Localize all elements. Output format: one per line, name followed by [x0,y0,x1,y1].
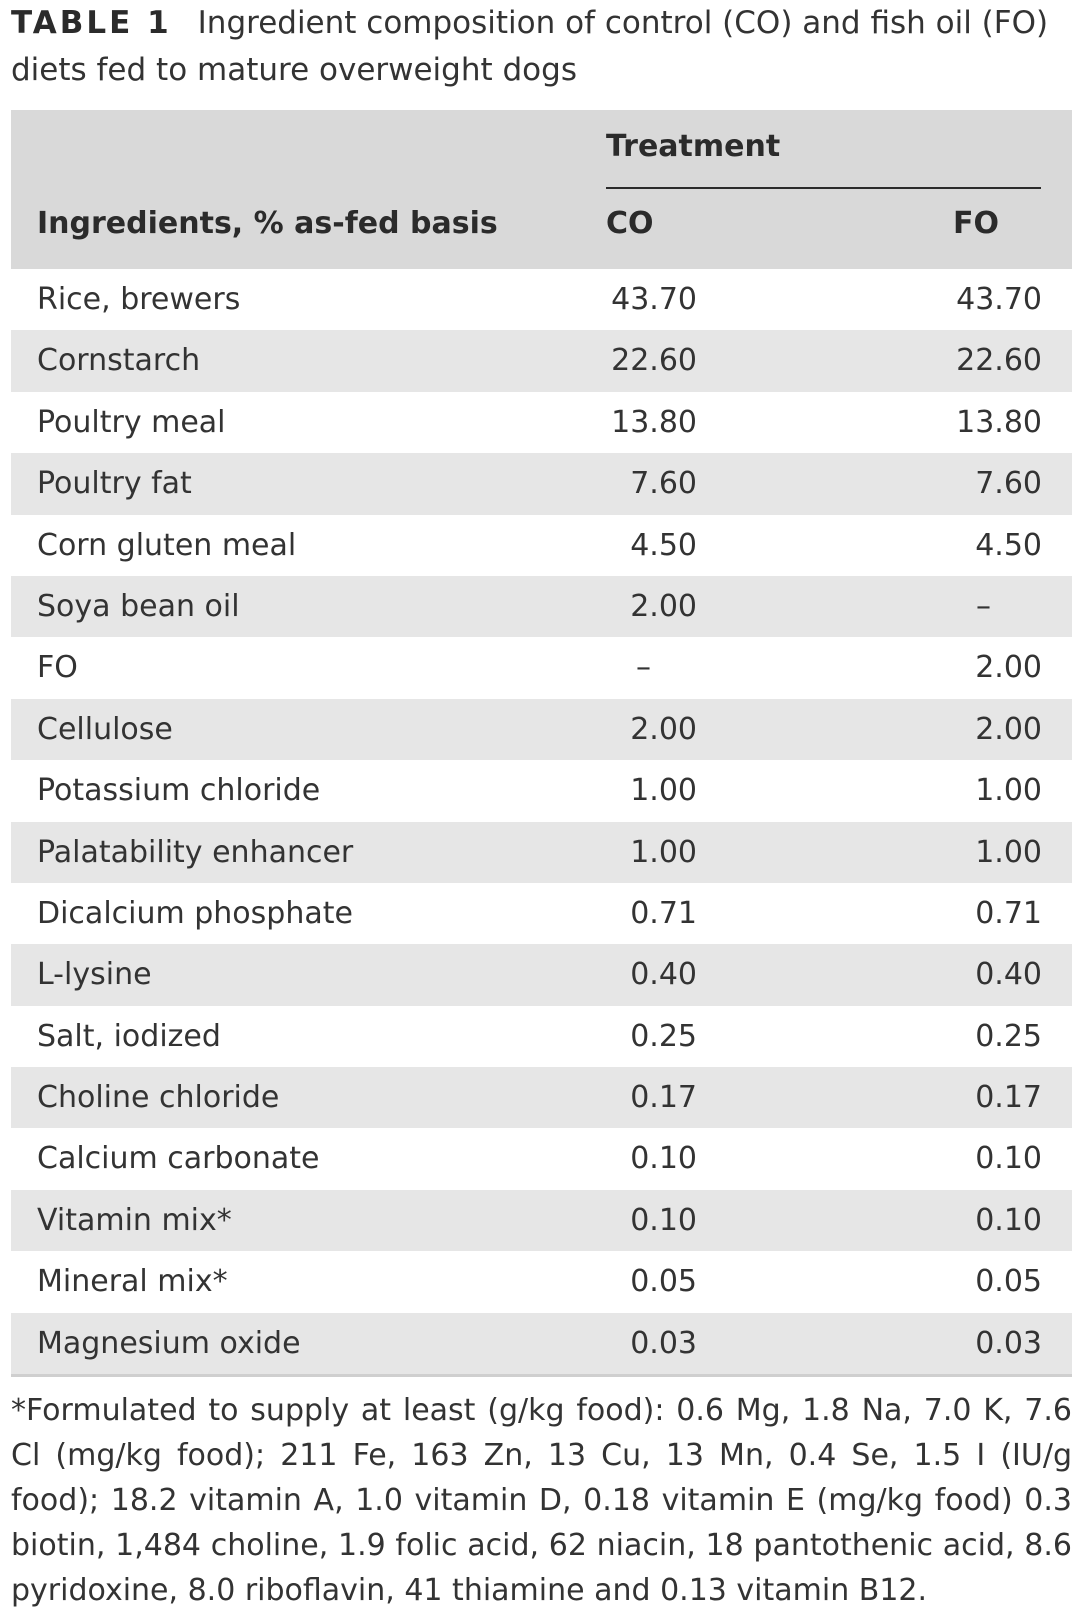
ingredient-name: L-lysine [37,957,152,993]
co-value: – [636,650,651,686]
ingredient-name: FO [37,650,78,686]
table-row [11,453,1072,514]
fo-value: 0.05 [975,1264,1042,1300]
table-row [11,1190,1072,1251]
co-value: 0.17 [630,1080,697,1116]
co-value: 2.00 [630,588,697,624]
table-row [11,392,1072,453]
table-row [11,760,1072,821]
co-value: 0.71 [630,895,697,931]
co-value: 4.50 [630,527,697,563]
table-row [11,944,1072,1005]
header-treatment-rule [606,187,1041,189]
ingredient-name: Poultry fat [37,466,192,502]
ingredient-name: Vitamin mix* [37,1202,232,1238]
fo-value: 0.10 [975,1141,1042,1177]
ingredient-name: Poultry meal [37,404,226,440]
header-treatment: Treatment [606,129,781,164]
ingredient-name: Choline chloride [37,1080,280,1116]
ingredient-name: Palatability enhancer [37,834,354,870]
co-value: 0.10 [630,1141,697,1177]
ingredient-name: Corn gluten meal [37,527,297,563]
table-row [11,515,1072,576]
fo-value: 0.17 [975,1080,1042,1116]
table-caption [11,0,1061,94]
co-value: 22.60 [611,343,697,379]
fo-value: 1.00 [975,834,1042,870]
ingredient-name: Dicalcium phosphate [37,895,353,931]
table-title: Ingredient composition of control (CO) and fish oil (FO) diets fed to mature overweight dogs [11,5,1049,88]
table-row [11,269,1072,330]
co-value: 0.25 [630,1018,697,1054]
table-body [11,269,1072,1374]
table-row [11,1067,1072,1128]
table-row [11,699,1072,760]
table-row [11,1006,1072,1067]
ingredient-name: Rice, brewers [37,282,241,317]
fo-value: 0.40 [975,957,1042,993]
fo-value: 2.00 [975,711,1042,747]
co-value: 7.60 [630,466,697,502]
fo-value: 7.60 [975,466,1042,502]
table-row [11,637,1072,698]
fo-value: 1.00 [975,773,1042,809]
fo-value: 0.71 [975,895,1042,931]
header-ingredients: Ingredients, % as-fed basis [37,206,498,241]
ingredient-name: Calcium carbonate [37,1141,320,1177]
table-row [11,1251,1072,1312]
header-co: CO [606,206,654,241]
table-row [11,822,1072,883]
fo-value: 4.50 [975,527,1042,563]
table-footnote: *Formulated to supply at least (g/kg food): 0.6 Mg, 1.8 Na, 7.0 K, 7.6 Cl (mg/kg food); 211 Fe, 163 Zn, 13 Cu, 13 Mn, 0.4 Se, 1.5 I (IU/g food); 18.2 vitamin A, 1.0 vitamin D, 0.18 vitamin E (mg/kg food) 0.3 biotin, 1,484 choline, 1.9 folic acid, 62 niacin, 18 pantothenic acid, 8.6 pyridoxine, 8.0 riboflavin, 41 thiamine and 0.13 vitamin B12. [11,1393,1072,1608]
co-value: 1.00 [630,773,697,809]
table-row [11,576,1072,637]
table-row [11,1313,1072,1374]
fo-value: 43.70 [956,282,1042,317]
fo-value: 13.80 [956,404,1042,440]
ingredient-name: Cellulose [37,711,173,747]
fo-value: 0.10 [975,1202,1042,1238]
co-value: 13.80 [611,404,697,440]
co-value: 2.00 [630,711,697,747]
ingredient-name: Cornstarch [37,343,201,379]
ingredient-name: Mineral mix* [37,1264,228,1300]
ingredient-name: Soya bean oil [37,588,240,624]
ingredient-name: Salt, iodized [37,1018,221,1054]
fo-value: – [976,588,991,624]
co-value: 0.05 [630,1264,697,1300]
ingredient-table [11,110,1072,1377]
fo-value: 0.03 [975,1325,1042,1361]
table-row [11,883,1072,944]
co-value: 0.03 [630,1325,697,1361]
ingredient-name: Potassium chloride [37,773,321,809]
fo-value: 0.25 [975,1018,1042,1054]
table-header [11,110,1072,269]
table-row [11,330,1072,391]
co-value: 0.10 [630,1202,697,1238]
fo-value: 2.00 [975,650,1042,686]
header-fo: FO [953,206,999,241]
table-row [11,1128,1072,1189]
ingredient-name: Magnesium oxide [37,1325,301,1361]
co-value: 43.70 [611,282,697,317]
co-value: 1.00 [630,834,697,870]
co-value: 0.40 [630,957,697,993]
fo-value: 22.60 [956,343,1042,379]
table-bottom-rule [11,1374,1072,1377]
table-label: TABLE 1 [11,5,172,41]
